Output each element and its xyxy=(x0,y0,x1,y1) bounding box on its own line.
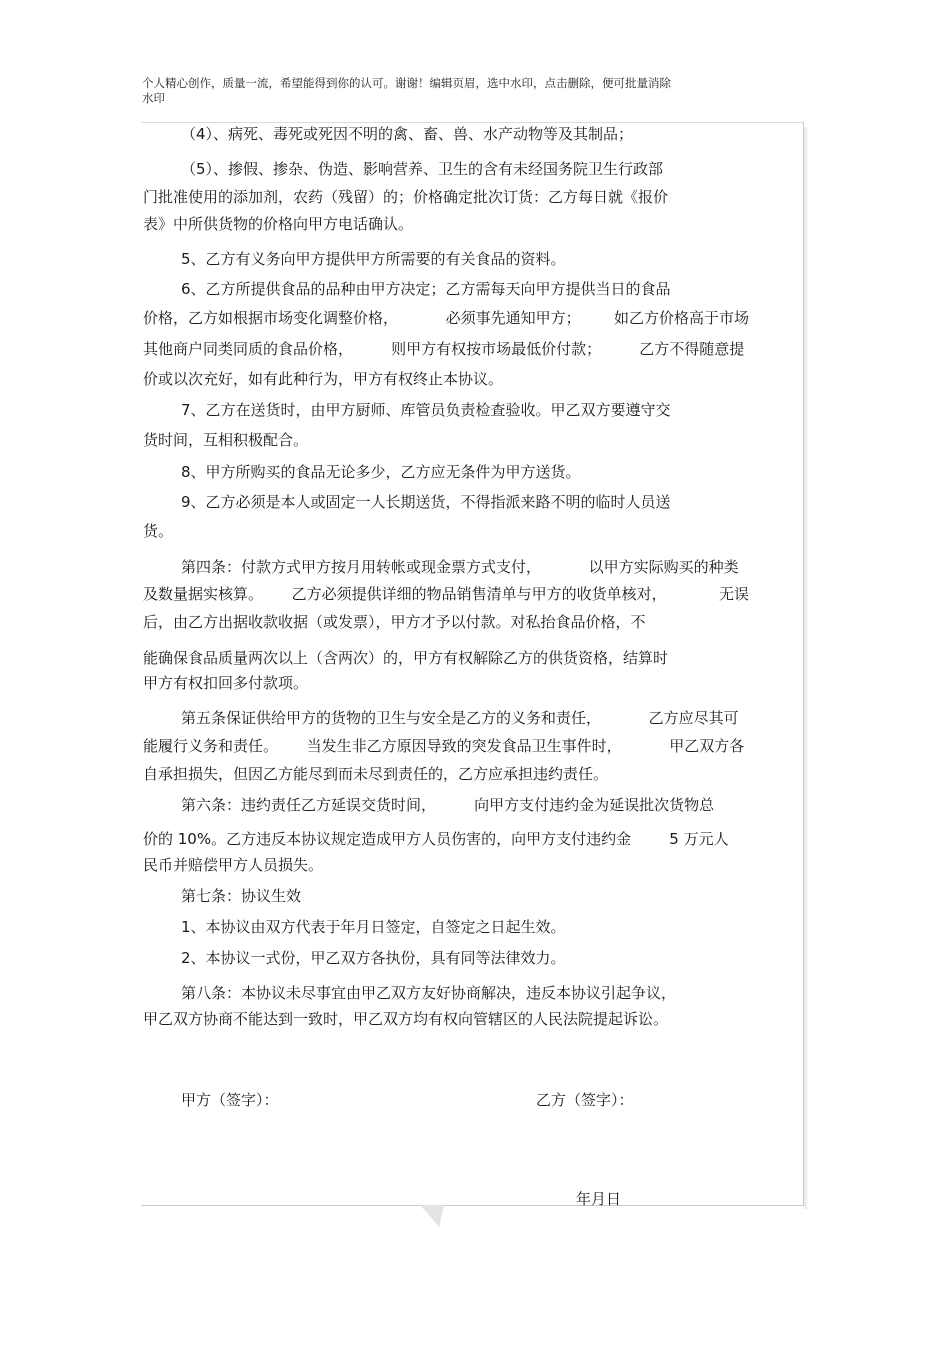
clause-text: 甲方有权扣回多付款项。 xyxy=(143,674,309,692)
page-header xyxy=(142,76,702,106)
clause-text: 表》中所供货物的价格向甲方电话确认。 xyxy=(143,215,414,233)
clause-item-5: （5）、掺假、掺杂、伪造、影响营养、卫生的含有未经国务院卫生行政部 xyxy=(181,160,664,178)
clause-text: 货时间，互相积极配合。 xyxy=(143,431,309,449)
clause-text: 价或以次充好，如有此种行为，甲方有权终止本协议。 xyxy=(143,370,504,388)
clause-text: 价的 10%。乙方违反本协议规定造成甲方人员伤害的，向甲方支付违约金 5 万元人 xyxy=(143,830,729,848)
clause-text: 民币并赔偿甲方人员损失。 xyxy=(143,856,324,874)
clause-text: 及数量据实核算。 乙方必须提供详细的物品销售清单与甲方的收货单核对， 无误 xyxy=(143,585,750,603)
article-8-heading: 第八条：本协议未尽事宜由甲乙双方友好协商解决，违反本协议引起争议， xyxy=(181,984,677,1002)
article-7-heading: 第七条：协议生效 xyxy=(181,887,302,905)
clause-text: 自承担损失，但因乙方能尽到而未尽到责任的，乙方应承担违约责任。 xyxy=(143,765,609,783)
clause-text: 1、本协议由双方代表于年月日签定，自签定之日起生效。 xyxy=(181,918,566,936)
clause-text: 门批准使用的添加剂，农药（残留）的；价格确定批次订货：乙方每日就《报价 xyxy=(143,188,669,206)
party-a-signature-label: 甲方（签字）： xyxy=(181,1091,279,1109)
clause-text: 2、本协议一式份，甲乙双方各执份，具有同等法律效力。 xyxy=(181,949,566,967)
clause-item-4: （4）、病死、毒死或死因不明的禽、畜、兽、水产动物等及其制品； xyxy=(181,125,634,143)
header-watermark-text: 个人精心创作，质量一流，希望能得到你的认可。谢谢！编辑页眉，选中水印，点击删除，便可批量消除 xyxy=(142,76,671,90)
article-4-heading: 第四条：付款方式甲方按月用转帐或现金票方式支付， 以甲方实际购买的种类 xyxy=(181,558,739,576)
party-b-signature-label: 乙方（签字）： xyxy=(536,1091,634,1109)
header-watermark-text-cont: 水印 xyxy=(142,91,165,105)
signature-date: 年月日 xyxy=(576,1190,622,1208)
article-5-heading: 第五条保证供给甲方的货物的卫生与安全是乙方的义务和责任， 乙方应尽其可 xyxy=(181,709,739,727)
clause-text: 8、甲方所购买的食品无论多少，乙方应无条件为甲方送货。 xyxy=(181,463,581,481)
clause-text: 货。 xyxy=(143,522,174,540)
clause-text: 能履行义务和责任。 当发生非乙方原因导致的突发食品卫生事件时， 甲乙双方各 xyxy=(143,737,745,755)
clause-text: 6、乙方所提供食品的品种由甲方决定；乙方需每天向甲方提供当日的食品 xyxy=(181,280,671,298)
clause-text: 能确保食品质量两次以上（含两次）的，甲方有权解除乙方的供货资格，结算时 xyxy=(143,649,669,667)
clause-text: 价格，乙方如根据市场变化调整价格， 必须事先通知甲方； 如乙方价格高于市场 xyxy=(143,309,750,327)
article-6-heading: 第六条：违约责任乙方延误交货时间， 向甲方支付违约金为延误批次货物总 xyxy=(181,796,715,814)
clause-text: 甲乙双方协商不能达到一致时，甲乙双方均有权向管辖区的人民法院提起诉讼。 xyxy=(143,1010,669,1028)
clause-text: 后，由乙方出据收款收据（或发票），甲方才予以付款。对私抬食品价格，不 xyxy=(143,613,646,631)
clause-text: 5、乙方有义务向甲方提供甲方所需要的有关食品的资料。 xyxy=(181,250,566,268)
clause-text: 9、乙方必须是本人或固定一人长期送货，不得指派来路不明的临时人员送 xyxy=(181,493,671,511)
clause-text: 其他商户同类同质的食品价格， 则甲方有权按市场最低价付款； 乙方不得随意提 xyxy=(143,340,745,358)
page-curl xyxy=(420,1205,444,1227)
clause-text: 7、乙方在送货时，由甲方厨师、库管员负责检查验收。甲乙双方要遵守交 xyxy=(181,401,671,419)
